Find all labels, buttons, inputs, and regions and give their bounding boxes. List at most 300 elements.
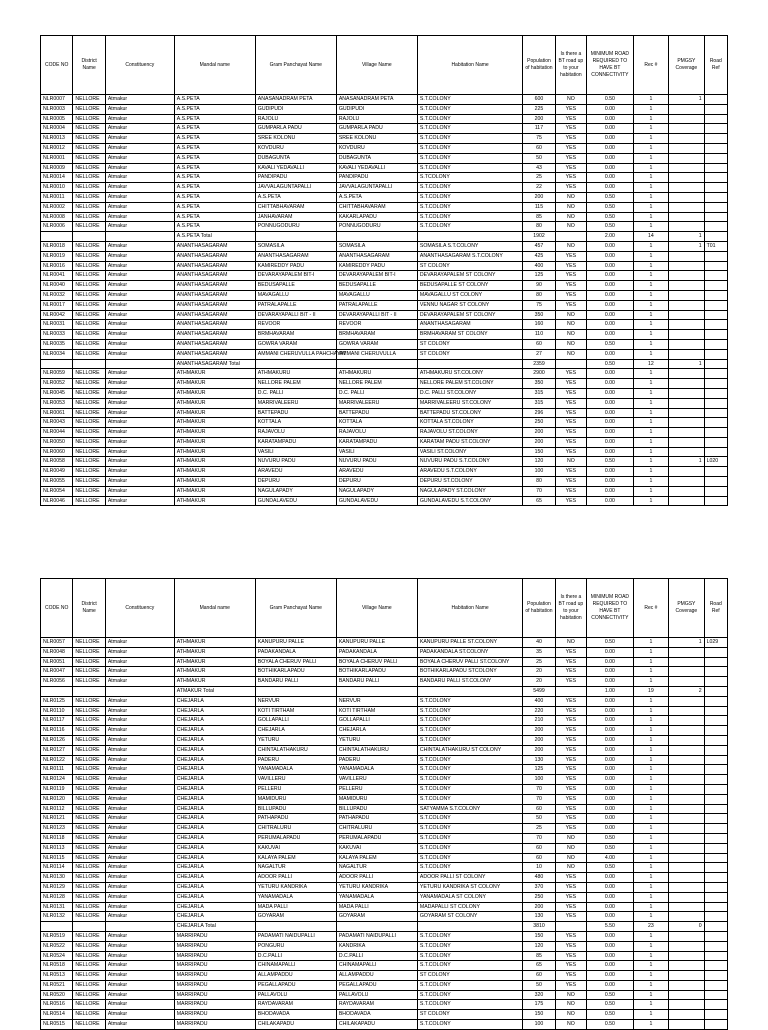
cell-mandal-name: ATHMAKUR (174, 408, 255, 418)
cell-district-name: NELLORE (73, 638, 105, 648)
cell-bt-road: NO (555, 339, 586, 349)
cell-habitation-name: S.T.COLONY (417, 931, 522, 941)
cell-constituency: Atmakur (105, 271, 174, 281)
cell-mandal-name: MARRIPADU (174, 1000, 255, 1010)
cell-gram-panchayat-name: ADOOR PALLI (255, 873, 336, 883)
cell-code-no: NLR0115 (41, 853, 73, 863)
cell-min-road-required: 0.00 (587, 980, 634, 990)
cell-constituency: Atmakur (105, 428, 174, 438)
cell-rec-no: 1 (633, 124, 668, 134)
cell-constituency: Atmakur (105, 496, 174, 506)
cell-population: 200 (523, 192, 555, 202)
cell-min-road-required: 0.00 (587, 951, 634, 961)
cell-habitation-name: S.T.COLONY (417, 134, 522, 144)
cell-road-ref (704, 971, 727, 981)
cell-bt-road: YES (555, 496, 586, 506)
table-row (41, 388, 728, 398)
cell-habitation-name: BOTHIKARLAPADU STCOLONY (417, 667, 522, 677)
cell-bt-road: YES (555, 477, 586, 487)
cell-district-name: NELLORE (73, 1010, 105, 1020)
cell-habitation-name: KANUPURU PALLE ST.COLONY (417, 638, 522, 648)
cell-mandal-name: CHEJARLA (174, 912, 255, 922)
cell-road-ref (704, 104, 727, 114)
cell-village-name: NELLORE PALEM (336, 379, 417, 389)
cell-road-ref (704, 794, 727, 804)
cell-constituency (105, 359, 174, 369)
cell-bt-road: YES (555, 696, 586, 706)
cell-road-ref (704, 677, 727, 687)
cell-constituency: Atmakur (105, 418, 174, 428)
cell-constituency: Atmakur (105, 447, 174, 457)
cell-road-ref (704, 716, 727, 726)
cell-district-name: NELLORE (73, 271, 105, 281)
cell-village-name: PADERU (336, 755, 417, 765)
cell-mandal-name: ATMAKUR Total (174, 686, 255, 696)
cell-district-name: NELLORE (73, 418, 105, 428)
cell-code-no (41, 686, 73, 696)
cell-mandal-name: A.S.PETA (174, 183, 255, 193)
cell-habitation-name: ST COLONY (417, 971, 522, 981)
cell-bt-road: YES (555, 379, 586, 389)
cell-habitation-name: S.T.COLONY (417, 824, 522, 834)
cell-habitation-name: ST COLONY (417, 261, 522, 271)
cell-population: 150 (523, 447, 555, 457)
cell-village-name: PEGALLAPADU (336, 980, 417, 990)
cell-rec-no: 19 (633, 686, 668, 696)
cell-mandal-name: CHEJARLA (174, 902, 255, 912)
cell-village-name: YANAMADALA (336, 765, 417, 775)
cell-gram-panchayat-name: MADA PALLI (255, 902, 336, 912)
cell-habitation-name (417, 922, 522, 932)
cell-district-name: NELLORE (73, 961, 105, 971)
cell-road-ref (704, 477, 727, 487)
table-row (41, 892, 728, 902)
cell-constituency: Atmakur (105, 647, 174, 657)
cell-code-no: NLR0049 (41, 467, 73, 477)
cell-habitation-name: S.T.COLONY (417, 1020, 522, 1030)
table-row (41, 153, 728, 163)
cell-constituency: Atmakur (105, 114, 174, 124)
cell-code-no: NLR0058 (41, 457, 73, 467)
cell-district-name: NELLORE (73, 853, 105, 863)
cell-constituency: Atmakur (105, 745, 174, 755)
cell-habitation-name: S.T.COLONY (417, 716, 522, 726)
cell-min-road-required: 0.00 (587, 971, 634, 981)
cell-gram-panchayat-name: ATHMAKURU (255, 369, 336, 379)
cell-gram-panchayat-name: VASILI (255, 447, 336, 457)
cell-code-no: NLR0012 (41, 143, 73, 153)
cell-min-road-required: 0.00 (587, 716, 634, 726)
cell-village-name: YANAMADALA (336, 892, 417, 902)
cell-gram-panchayat-name: JAVVALAGUNTAPALLI (255, 183, 336, 193)
cell-min-road-required: 0.00 (587, 902, 634, 912)
cell-district-name: NELLORE (73, 892, 105, 902)
table-row (41, 379, 728, 389)
cell-code-no: NLR0116 (41, 726, 73, 736)
table-body (41, 638, 728, 1030)
cell-bt-road: NO (555, 95, 586, 105)
table-row (41, 755, 728, 765)
cell-bt-road: YES (555, 281, 586, 291)
cell-bt-road: NO (555, 638, 586, 648)
cell-gram-panchayat-name: KARATAMPADU (255, 437, 336, 447)
cell-min-road-required: 0.00 (587, 892, 634, 902)
cell-constituency: Atmakur (105, 477, 174, 487)
cell-min-road-required: 0.00 (587, 290, 634, 300)
table-row (41, 990, 728, 1000)
cell-mandal-name: MARRIPADU (174, 1010, 255, 1020)
cell-min-road-required: 0.00 (587, 912, 634, 922)
cell-gram-panchayat-name: RAJAVOLU (255, 428, 336, 438)
cell-min-road-required: 0.50 (587, 990, 634, 1000)
cell-constituency: Atmakur (105, 814, 174, 824)
cell-min-road-required: 0.00 (587, 647, 634, 657)
cell-district-name: NELLORE (73, 755, 105, 765)
cell-rec-no: 1 (633, 971, 668, 981)
cell-constituency: Atmakur (105, 843, 174, 853)
cell-mandal-name: ATHMAKUR (174, 638, 255, 648)
cell-bt-road: YES (555, 784, 586, 794)
cell-code-no: NLR0052 (41, 379, 73, 389)
cell-mandal-name: ANANTHASAGARAM (174, 261, 255, 271)
cell-habitation-name: S.T.COLONY (417, 212, 522, 222)
cell-code-no: NLR0524 (41, 951, 73, 961)
cell-pmgsy-coverage (669, 667, 704, 677)
cell-rec-no: 1 (633, 241, 668, 251)
cell-village-name: NUVURU PADU (336, 457, 417, 467)
cell-min-road-required: 0.00 (587, 824, 634, 834)
cell-bt-road: YES (555, 251, 586, 261)
cell-gram-panchayat-name: JANHAVARAM (255, 212, 336, 222)
cell-road-ref (704, 134, 727, 144)
cell-mandal-name: MARRIPADU (174, 931, 255, 941)
cell-district-name: NELLORE (73, 804, 105, 814)
cell-village-name: GUMPARLA PADU (336, 124, 417, 134)
cell-min-road-required: 0.00 (587, 745, 634, 755)
cell-mandal-name: ATHMAKUR (174, 428, 255, 438)
cell-district-name: NELLORE (73, 990, 105, 1000)
cell-road-ref (704, 114, 727, 124)
column-header-population: Population of habitation (523, 36, 555, 95)
cell-rec-no: 1 (633, 369, 668, 379)
cell-bt-road: YES (555, 755, 586, 765)
cell-pmgsy-coverage: 1 (669, 638, 704, 648)
cell-road-ref: T01 (704, 241, 727, 251)
table-row (41, 745, 728, 755)
table-body (41, 95, 728, 506)
cell-bt-road: NO (555, 310, 586, 320)
cell-code-no: NLR0040 (41, 281, 73, 291)
cell-constituency: Atmakur (105, 824, 174, 834)
cell-village-name: KOTI TIRTHAM (336, 706, 417, 716)
cell-pmgsy-coverage (669, 104, 704, 114)
cell-pmgsy-coverage (669, 726, 704, 736)
cell-constituency: Atmakur (105, 912, 174, 922)
cell-habitation-name: S.T.COLONY (417, 183, 522, 193)
cell-rec-no: 1 (633, 173, 668, 183)
cell-gram-panchayat-name: BILLUPADU (255, 804, 336, 814)
cell-village-name: GUNDALAVEDU (336, 496, 417, 506)
cell-constituency: Atmakur (105, 300, 174, 310)
cell-bt-road: YES (555, 183, 586, 193)
cell-rec-no: 1 (633, 134, 668, 144)
cell-village-name: GOWRA VARAM (336, 339, 417, 349)
cell-rec-no: 1 (633, 716, 668, 726)
table-row (41, 104, 728, 114)
cell-code-no: NLR0515 (41, 1020, 73, 1030)
cell-min-road-required: 0.00 (587, 428, 634, 438)
cell-bt-road: YES (555, 814, 586, 824)
cell-rec-no: 1 (633, 379, 668, 389)
table-row (41, 300, 728, 310)
cell-min-road-required: 0.00 (587, 804, 634, 814)
cell-constituency: Atmakur (105, 153, 174, 163)
cell-pmgsy-coverage (669, 114, 704, 124)
cell-bt-road: YES (555, 882, 586, 892)
cell-bt-road: NO (555, 833, 586, 843)
cell-village-name: BEDUSAPALLE (336, 281, 417, 291)
cell-population: 90 (523, 281, 555, 291)
cell-road-ref (704, 379, 727, 389)
cell-bt-road: YES (555, 300, 586, 310)
cell-village-name: RAJAVOLU (336, 428, 417, 438)
cell-gram-panchayat-name: GOLLAPALLI (255, 716, 336, 726)
cell-mandal-name: ATHMAKUR (174, 486, 255, 496)
cell-bt-road: YES (555, 486, 586, 496)
cell-min-road-required: 0.00 (587, 657, 634, 667)
cell-village-name: VASILI (336, 447, 417, 457)
cell-constituency: Atmakur (105, 980, 174, 990)
cell-road-ref (704, 686, 727, 696)
cell-gram-panchayat-name: RAYDAVARAM (255, 1000, 336, 1010)
column-header-gram-panchayat-name: Gram Panchayat Name (255, 36, 336, 95)
cell-rec-no: 1 (633, 496, 668, 506)
cell-district-name: NELLORE (73, 833, 105, 843)
cell-rec-no: 1 (633, 863, 668, 873)
cell-code-no: NLR0009 (41, 163, 73, 173)
cell-district-name: NELLORE (73, 447, 105, 457)
cell-bt-road: YES (555, 824, 586, 834)
cell-district-name: NELLORE (73, 863, 105, 873)
table-row (41, 1000, 728, 1010)
cell-habitation-name: DEVARAYAPALEM ST COLONY (417, 310, 522, 320)
cell-mandal-name: CHEJARLA (174, 745, 255, 755)
cell-population: 40 (523, 638, 555, 648)
cell-rec-no: 1 (633, 873, 668, 883)
cell-min-road-required: 0.00 (587, 271, 634, 281)
cell-road-ref (704, 349, 727, 359)
cell-village-name: NAGALTUR (336, 863, 417, 873)
cell-code-no (41, 232, 73, 242)
cell-road-ref (704, 153, 727, 163)
cell-road-ref (704, 980, 727, 990)
cell-village-name: ARAVEDU (336, 467, 417, 477)
cell-road-ref (704, 369, 727, 379)
cell-population: 125 (523, 271, 555, 281)
cell-rec-no: 1 (633, 706, 668, 716)
cell-code-no: NLR0127 (41, 745, 73, 755)
cell-mandal-name: MARRIPADU (174, 951, 255, 961)
cell-gram-panchayat-name: YANAMADALA (255, 765, 336, 775)
cell-population: 220 (523, 706, 555, 716)
cell-district-name: NELLORE (73, 104, 105, 114)
cell-habitation-name: S.T.COLONY (417, 104, 522, 114)
cell-gram-panchayat-name: PEGALLAPADU (255, 980, 336, 990)
column-header-mandal-name: Mandal name (174, 579, 255, 638)
cell-rec-no: 1 (633, 755, 668, 765)
cell-district-name: NELLORE (73, 814, 105, 824)
cell-district-name: NELLORE (73, 349, 105, 359)
cell-district-name: NELLORE (73, 212, 105, 222)
cell-min-road-required: 0.00 (587, 104, 634, 114)
cell-gram-panchayat-name: BATTEPADU (255, 408, 336, 418)
cell-population: 315 (523, 388, 555, 398)
cell-constituency: Atmakur (105, 1000, 174, 1010)
cell-code-no: NLR0042 (41, 310, 73, 320)
cell-habitation-name: S.T.COLONY (417, 95, 522, 105)
cell-pmgsy-coverage (669, 716, 704, 726)
cell-constituency: Atmakur (105, 379, 174, 389)
cell-pmgsy-coverage (669, 1020, 704, 1030)
cell-bt-road: YES (555, 726, 586, 736)
cell-code-no: NLR0001 (41, 153, 73, 163)
cell-gram-panchayat-name: KAVALI YEDAVALLI (255, 163, 336, 173)
cell-district-name: NELLORE (73, 1020, 105, 1030)
cell-pmgsy-coverage (669, 775, 704, 785)
cell-gram-panchayat-name: BANDARU PALLI (255, 677, 336, 687)
cell-constituency: Atmakur (105, 657, 174, 667)
cell-code-no: NLR0110 (41, 706, 73, 716)
cell-gram-panchayat-name: KALAYA PALEM (255, 853, 336, 863)
column-header-pmgsy-coverage: PMGSY Coverage (669, 579, 704, 638)
table-row (41, 657, 728, 667)
cell-rec-no: 1 (633, 726, 668, 736)
cell-code-no (41, 359, 73, 369)
cell-district-name (73, 922, 105, 932)
cell-min-road-required: 0.50 (587, 192, 634, 202)
cell-pmgsy-coverage (669, 477, 704, 487)
cell-pmgsy-coverage (669, 794, 704, 804)
table-row (41, 941, 728, 951)
cell-village-name: CHINTALATHAKURU (336, 745, 417, 755)
cell-village-name: DUBAGUNTA (336, 153, 417, 163)
cell-habitation-name: KARATAM PADU ST.COLONY (417, 437, 522, 447)
cell-habitation-name: ST COLONY (417, 1010, 522, 1020)
cell-pmgsy-coverage (669, 153, 704, 163)
cell-habitation-name: MAVAGALLU ST COLONY (417, 290, 522, 300)
cell-mandal-name: CHEJARLA (174, 814, 255, 824)
cell-bt-road: YES (555, 124, 586, 134)
cell-constituency: Atmakur (105, 95, 174, 105)
cell-road-ref (704, 647, 727, 657)
cell-population: 60 (523, 143, 555, 153)
cell-min-road-required: 0.00 (587, 134, 634, 144)
cell-bt-road: NO (555, 1020, 586, 1030)
cell-bt-road: YES (555, 706, 586, 716)
cell-mandal-name: MARRIPADU (174, 990, 255, 1000)
cell-code-no: NLR0514 (41, 1010, 73, 1020)
cell-village-name: NAGULAPADY (336, 486, 417, 496)
cell-pmgsy-coverage (669, 863, 704, 873)
cell-rec-no: 1 (633, 143, 668, 153)
cell-min-road-required: 0.00 (587, 398, 634, 408)
cell-pmgsy-coverage (669, 300, 704, 310)
cell-road-ref (704, 408, 727, 418)
column-header-village-name: Village Name (336, 36, 417, 95)
cell-min-road-required: 0.50 (587, 95, 634, 105)
cell-habitation-name: S.T.COLONY (417, 143, 522, 153)
cell-bt-road: YES (555, 408, 586, 418)
cell-rec-no: 1 (633, 477, 668, 487)
cell-district-name: NELLORE (73, 784, 105, 794)
cell-bt-road: YES (555, 961, 586, 971)
cell-constituency: Atmakur (105, 853, 174, 863)
cell-road-ref (704, 388, 727, 398)
cell-pmgsy-coverage (669, 330, 704, 340)
cell-road-ref (704, 163, 727, 173)
cell-rec-no: 1 (633, 290, 668, 300)
cell-habitation-name: CHINTALATHAKURU ST COLONY (417, 745, 522, 755)
cell-mandal-name: CHEJARLA (174, 765, 255, 775)
cell-mandal-name: ATHMAKUR (174, 447, 255, 457)
cell-gram-panchayat-name: GOYARAM (255, 912, 336, 922)
cell-constituency: Atmakur (105, 902, 174, 912)
cell-population: 1902 (523, 232, 555, 242)
cell-population: 20 (523, 677, 555, 687)
cell-rec-no: 1 (633, 824, 668, 834)
cell-district-name: NELLORE (73, 153, 105, 163)
cell-habitation-name: S.T.COLONY (417, 775, 522, 785)
habitation-table (40, 35, 728, 506)
cell-constituency: Atmakur (105, 971, 174, 981)
cell-code-no: NLR0112 (41, 804, 73, 814)
column-header-min-road-required: MINIMUM ROAD REQUIRED TO HAVE BT CONNECTIVITY (587, 579, 634, 638)
cell-population: 25 (523, 173, 555, 183)
table-row (41, 163, 728, 173)
cell-population: 100 (523, 775, 555, 785)
cell-village-name (336, 686, 417, 696)
column-header-district-name: District Name (73, 579, 105, 638)
table-row (41, 369, 728, 379)
cell-mandal-name: A.S.PETA (174, 95, 255, 105)
table-row (41, 192, 728, 202)
cell-road-ref (704, 814, 727, 824)
cell-pmgsy-coverage (669, 990, 704, 1000)
cell-mandal-name: A.S.PETA (174, 143, 255, 153)
cell-min-road-required: 0.00 (587, 447, 634, 457)
cell-district-name: NELLORE (73, 388, 105, 398)
cell-mandal-name: ANANTHASAGARAM Total (174, 359, 255, 369)
cell-constituency: Atmakur (105, 882, 174, 892)
table-row (41, 330, 728, 340)
cell-min-road-required: 0.00 (587, 143, 634, 153)
cell-constituency: Atmakur (105, 765, 174, 775)
cell-district-name (73, 686, 105, 696)
cell-mandal-name: ANANTHASAGARAM (174, 290, 255, 300)
cell-rec-no: 1 (633, 486, 668, 496)
cell-gram-panchayat-name: DEPURU (255, 477, 336, 487)
column-header-pmgsy-coverage: PMGSY Coverage (669, 36, 704, 95)
cell-gram-panchayat-name: SOMASILA (255, 241, 336, 251)
cell-district-name: NELLORE (73, 408, 105, 418)
cell-district-name: NELLORE (73, 95, 105, 105)
cell-mandal-name: CHEJARLA (174, 824, 255, 834)
cell-village-name: KANDRIKA (336, 941, 417, 951)
cell-constituency: Atmakur (105, 143, 174, 153)
column-header-gram-panchayat-name: Gram Panchayat Name (255, 579, 336, 638)
table-row (41, 863, 728, 873)
cell-bt-road: YES (555, 173, 586, 183)
